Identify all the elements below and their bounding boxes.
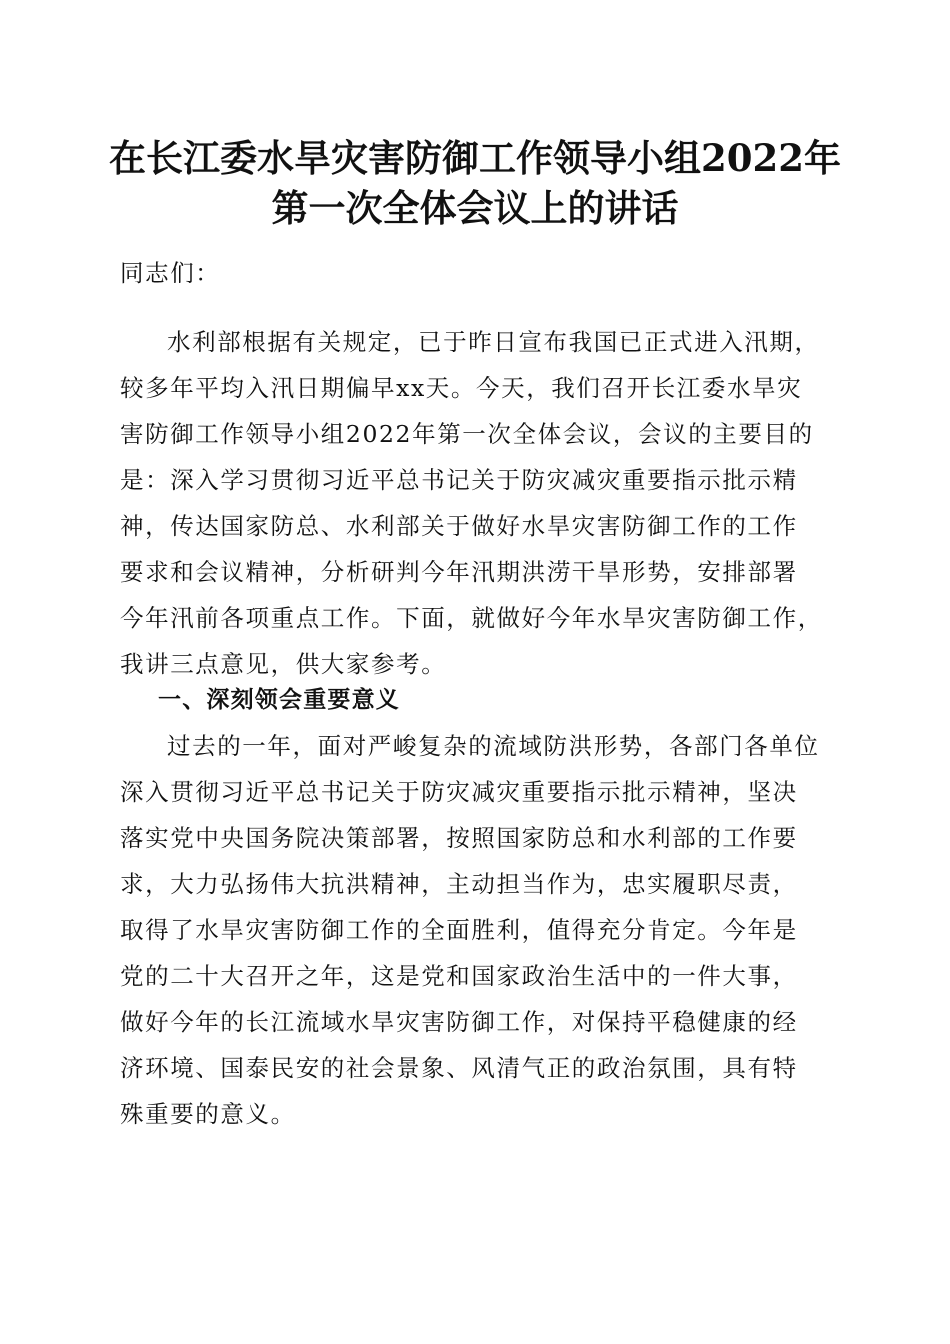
paragraph-2-line: 党的二十大召开之年，这是党和国家政治生活中的一件大事， — [120, 962, 798, 990]
paragraph-1-line: 较多年平均入汛日期偏早xx天。今天，我们召开长江委水旱灾 — [120, 374, 803, 402]
section-heading-1: 一、深刻领会重要意义 — [158, 687, 400, 713]
paragraph-1-line: 我讲三点意见，供大家参考。 — [120, 650, 447, 678]
paragraph-1 — [120, 319, 835, 687]
paragraph-2-line: 深入贯彻习近平总书记关于防灾减灾重要指示批示精神，坚决 — [120, 778, 798, 806]
paragraph-2-line: 殊重要的意义。 — [120, 1100, 296, 1128]
paragraph-1-line: 神，传达国家防总、水利部关于做好水旱灾害防御工作的工作 — [120, 512, 798, 540]
paragraph-2-line: 求，大力弘扬伟大抗洪精神，主动担当作为，忠实履职尽责， — [120, 870, 798, 898]
paragraph-1-line: 要求和会议精神，分析研判今年汛期洪涝干旱形势，安排部署 — [120, 558, 798, 586]
page-title-line-1: 在长江委水旱灾害防御工作领导小组2022年 — [109, 136, 841, 180]
salutation: 同志们： — [120, 259, 221, 287]
paragraph-2-line: 过去的一年，面对严峻复杂的流域防洪形势，各部门各单位 — [167, 732, 820, 760]
paragraph-1-line: 害防御工作领导小组2022年第一次全体会议，会议的主要目的 — [120, 420, 814, 448]
paragraph-2-line: 落实党中央国务院决策部署，按照国家防总和水利部的工作要 — [120, 824, 798, 852]
paragraph-2-line: 做好今年的长江流域水旱灾害防御工作，对保持平稳健康的经 — [120, 1008, 798, 1036]
paragraph-1-line: 今年汛前各项重点工作。下面，就做好今年水旱灾害防御工作， — [120, 604, 823, 632]
paragraph-2-line: 取得了水旱灾害防御工作的全面胜利，值得充分肯定。今年是 — [120, 916, 798, 944]
paragraph-1-line: 水利部根据有关规定，已于昨日宣布我国已正式进入汛期， — [167, 328, 820, 356]
page-title-line-2: 第一次全体会议上的讲话 — [271, 186, 679, 230]
paragraph-2-line: 济环境、国泰民安的社会景象、风清气正的政治氛围，具有特 — [120, 1054, 798, 1082]
paragraph-2 — [120, 723, 835, 1137]
paragraph-1-line: 是：深入学习贯彻习近平总书记关于防灾减灾重要指示批示精 — [120, 466, 798, 494]
